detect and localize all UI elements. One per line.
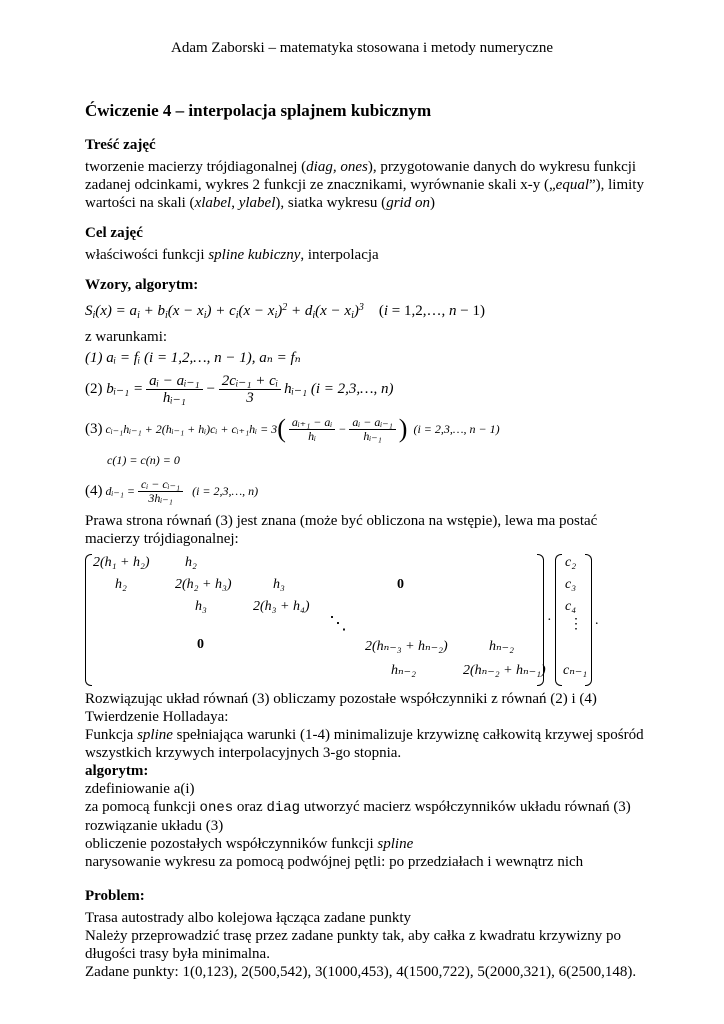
algorithm-step-4: obliczenie pozostałych współczynników funkcji spline: [85, 836, 414, 852]
section-cel-text: właściwości funkcji spline kubiczny, interpolacja: [85, 247, 379, 263]
matrix-cell: h₃: [195, 599, 207, 614]
tridiagonal-matrix: [85, 552, 645, 688]
matrix-cell: h₃: [273, 577, 285, 592]
matrix-left-bracket: [85, 554, 92, 686]
matrix-cell: h₂: [115, 577, 127, 592]
algorithm-step-2: za pomocą funkcji ones oraz diag utworzyć macierz współczynników układu równań (3): [85, 799, 631, 816]
section-wzory-heading: Wzory, algorytm:: [85, 277, 199, 293]
after-line-1: Rozwiązując układ równań (3) obliczamy pozostałe współczynniki z równań (2) i (4): [85, 691, 597, 707]
after-line-3: Funkcja spline spełniająca warunki (1-4) minimalizuje krzywiznę całkowitą krzywej spośród wszystkich krzywych interpolacyjnych 3-go stopnia.: [85, 727, 644, 761]
vector-dots: ⋮: [569, 617, 583, 632]
algorithm-step-1: zdefiniowanie a(i): [85, 781, 195, 797]
after-line-2: Twierdzenie Holladaya:: [85, 709, 229, 725]
matrix-period: .: [595, 613, 599, 628]
algorithm-step-3: rozwiązanie układu (3): [85, 818, 224, 834]
matrix-dot-operator: ·: [547, 613, 552, 628]
matrix-cell: 2(hₙ₋₂ + hₙ₋₁): [463, 663, 546, 678]
algorithm-heading: algorytm:: [85, 763, 149, 779]
matrix-cell: 2(h₁ + h₂): [93, 555, 150, 570]
algorithm-step-5: narysowanie wykresu za pomocą podwójnej pętli: po przedziałach i wewnątrz nich: [85, 854, 584, 870]
matrix-cell: 2(h₂ + h₃): [175, 577, 232, 592]
condition-3: (3) cᵢ₋₁hᵢ₋₁ + 2(hᵢ₋₁ + hᵢ)cᵢ + cᵢ₊₁hᵢ = 3 ( $\frac{\text{aᵢ₊₁ − aᵢ}}{\text{hᵢ}}$ − $\frac{\text{aᵢ − aᵢ₋₁}}{\text{hᵢ₋₁}}$ ) (i = 2,3,…, n − 1): [85, 414, 500, 443]
vector-cell: c₂: [565, 555, 577, 570]
matrix-cell: 2(hₙ₋₃ + hₙ₋₂): [365, 639, 448, 654]
section-tresc-text: tworzenie macierzy trójdiagonalnej (diag, ones), przygotowanie danych do wykresu funkcji zadanej odcinkami, wykres 2 funkcji ze znacznikami, wyrównanie skali x-y („equal”), limity wartości na skali (xlabel, ylabel), siatka wykresu (grid on): [85, 159, 644, 211]
formula-spline: $S_i(x) = a_i + b_i(x - x_i) + c_i(x - x_i)^2 + d_i(x - x_i)^3$ (i = 1,2,…, n − 1): [85, 302, 485, 321]
condition-1: (1) aᵢ = fᵢ (i = 1,2,…, n − 1), aₙ = fₙ: [85, 350, 301, 366]
matrix-zero: 0: [197, 637, 204, 652]
warunki-label: z warunkami:: [85, 329, 168, 345]
condition-2: (2) bᵢ₋₁ = $\frac{\text{aᵢ − aᵢ₋₁}}{\text{hᵢ₋₁}}$ − $\frac{\text{2cᵢ₋₁ + cᵢ}}{3}$ hᵢ₋₁ (i = 2,3,…, n): [85, 372, 394, 406]
vector-cell: c₄: [565, 599, 577, 614]
condition-4: (4) dᵢ₋₁ = $\frac{\text{cᵢ − cᵢ₋₁}}{\text{3hᵢ₋₁}}$ (i = 2,3,…, n): [85, 476, 259, 505]
matrix-cell: hₙ₋₂: [391, 663, 416, 678]
vector-cell: cₙ₋₁: [563, 663, 588, 678]
matrix-dots: ⋱: [329, 613, 347, 633]
page-title: Ćwiczenie 4 – interpolacja splajnem kubicznym: [85, 101, 432, 120]
problem-line-2: Należy przeprowadzić trasę przez zadane punkty tak, aby całka z kwadratu krzywizny po długości trasy była minimalna.: [85, 928, 621, 962]
matrix-cell: hₙ₋₂: [489, 639, 514, 654]
page-header: Adam Zaborski – matematyka stosowana i metody numeryczne: [171, 40, 553, 56]
prawa-strona-text: Prawa strona równań (3) jest znana (może być obliczona na wstępie), lewa ma postać macierzy trójdiagonalnej:: [85, 513, 598, 547]
matrix-cell: h₂: [185, 555, 197, 570]
content: [85, 100, 645, 981]
section-problem-heading: Problem:: [85, 888, 145, 904]
matrix-zero: 0: [397, 577, 404, 592]
section-cel-heading: Cel zajęć: [85, 225, 143, 241]
vector-left-bracket: [555, 554, 562, 686]
problem-line-1: Trasa autostrady albo kolejowa łącząca zadane punkty: [85, 910, 411, 926]
matrix-cell: 2(h₃ + h₄): [253, 599, 310, 614]
problem-line-3: Zadane punkty: 1(0,123), 2(500,542), 3(1000,453), 4(1500,722), 5(2000,321), 6(2500,148).: [85, 964, 637, 980]
boundary-condition: c(1) = c(n) = 0: [107, 453, 180, 467]
section-tresc-heading: Treść zajęć: [85, 137, 156, 153]
vector-cell: c₃: [565, 577, 577, 592]
